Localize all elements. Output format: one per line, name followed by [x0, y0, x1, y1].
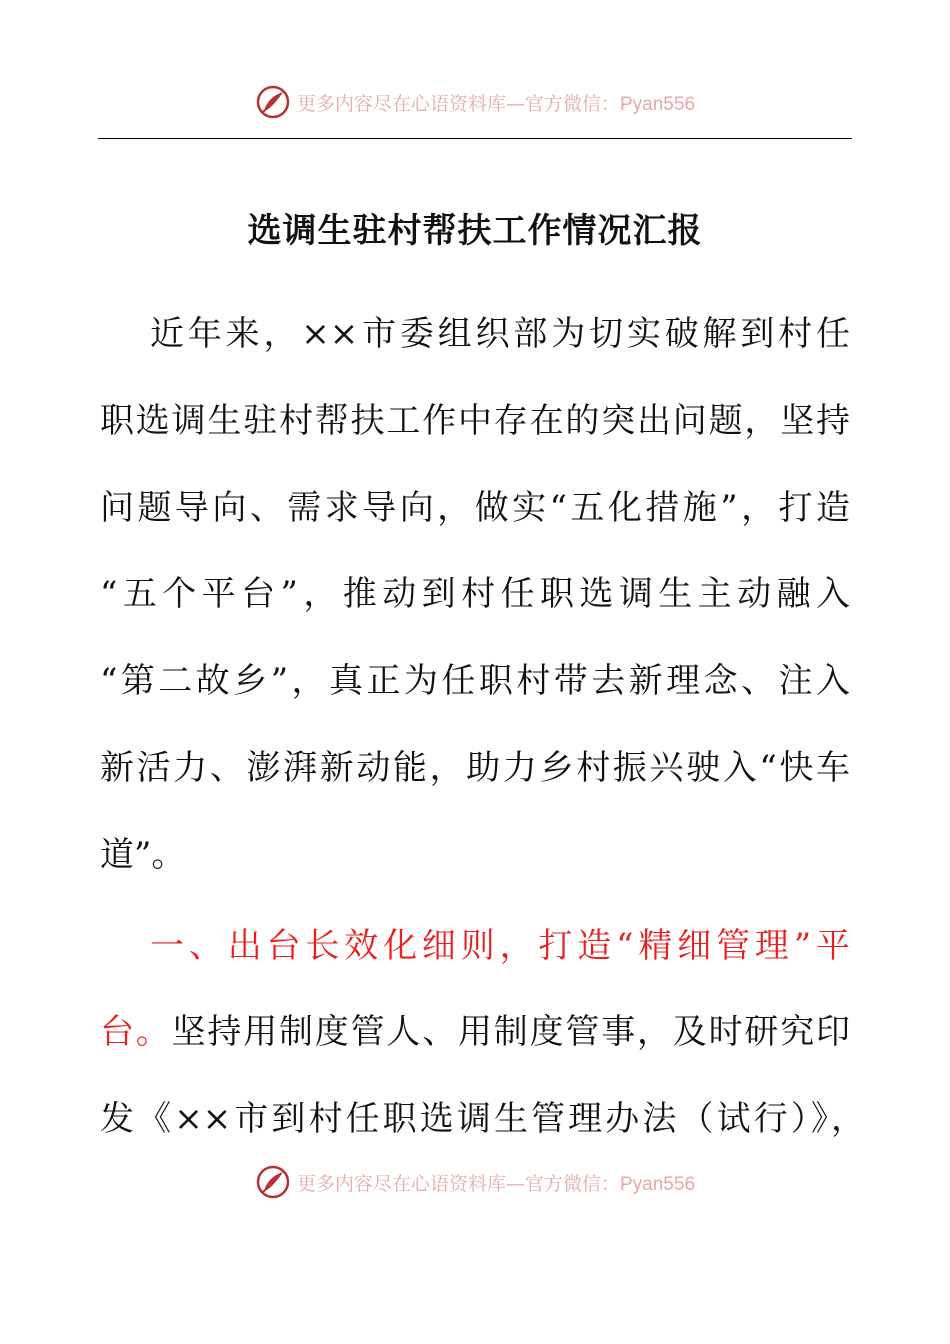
section-body-text: 坚持用制度管人、用制度管事，及时研究印: [171, 1012, 851, 1052]
section-heading-tail: 台。: [100, 1012, 172, 1052]
watermark-id: Pyan556: [620, 93, 696, 115]
paragraph-line: 新活力、澎湃新动能，助力乡村振兴驶入“快车: [100, 748, 850, 788]
paragraph-line: “第二故乡”，真正为任职村带去新理念、注入: [100, 661, 850, 701]
paragraph-line: 职选调生驻村帮扶工作中存在的突出问题，坚持: [100, 401, 850, 441]
watermark-id: Pyan556: [620, 1173, 696, 1195]
paragraph-line: 道”。: [100, 835, 186, 875]
section-line: [100, 1002, 850, 1062]
section-line: 发《××市到村任职选调生管理办法（试行）》，: [100, 1099, 865, 1139]
watermark-footer: [0, 1162, 950, 1202]
watermark-logo-icon: [255, 1164, 291, 1200]
paragraph-line: “五个平台”，推动到村任职选调生主动融入: [100, 574, 850, 614]
paragraph-line: 近年来，××市委组织部为切实破解到村任: [150, 314, 850, 354]
paragraph-line: 问题导向、需求导向，做实“五化措施”，打造: [100, 488, 850, 528]
watermark-header: [0, 82, 950, 122]
section-heading: 一、出台长效化细则，打造“精细管理”平: [150, 926, 850, 966]
watermark-text: 更多内容尽在心语资料库—官方微信：Pyan556: [296, 1172, 696, 1195]
watermark-logo-icon: [255, 84, 291, 120]
header-rule: [98, 138, 852, 139]
watermark-text: 更多内容尽在心语资料库—官方微信：Pyan556: [296, 92, 696, 115]
document-title: 选调生驻村帮扶工作情况汇报: [247, 211, 703, 251]
